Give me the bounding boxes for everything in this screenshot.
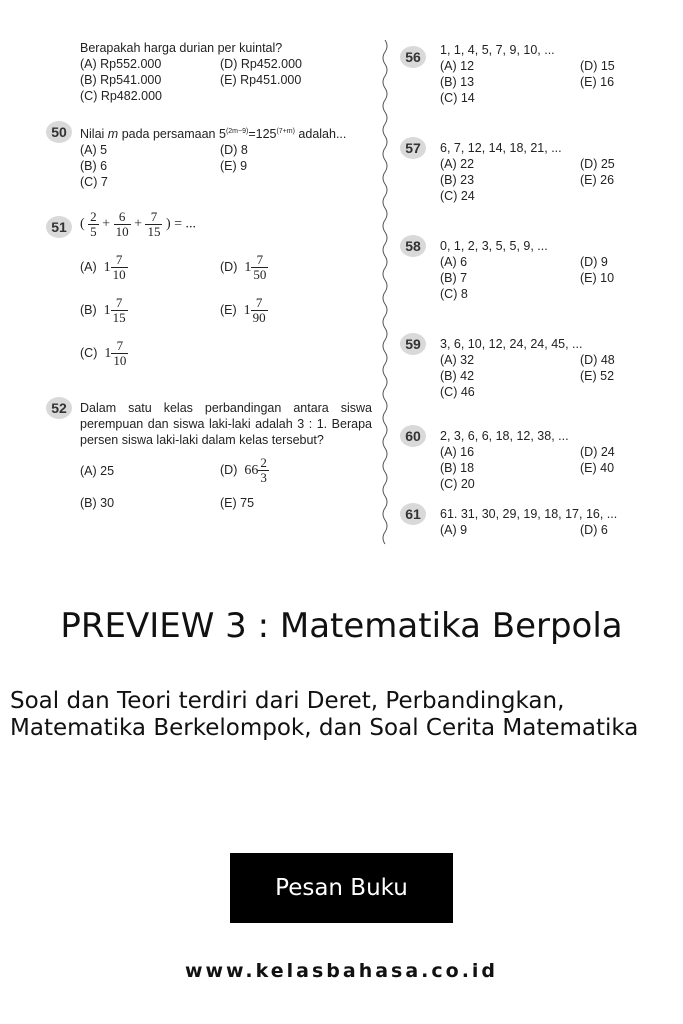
option-e: (E) 75 <box>220 496 255 510</box>
question-stem: Nilai m pada persamaan $5^{(2m-9)}=125^{(7+m)}$ adalah... <box>80 127 347 142</box>
option-d: (D) 6 <box>580 523 608 537</box>
preview-title: PREVIEW 3 : Matematika Berpola <box>60 606 623 646</box>
option-d: (D) 8 <box>220 143 248 158</box>
option-b: (B) 13 <box>440 75 475 89</box>
option-d: (D) 15 <box>580 59 615 73</box>
question-60 <box>400 428 630 506</box>
option-c: (C) 20 <box>440 477 475 491</box>
option-a: (A) 12 <box>440 59 475 73</box>
option-a: (A) 25 <box>80 463 115 478</box>
question-61 <box>400 506 630 546</box>
wavy-divider <box>380 40 390 550</box>
question-56 <box>400 42 630 140</box>
option-a: (A) 1 $\frac{7}{10}$ <box>80 252 126 282</box>
website-url[interactable]: www.kelasbahasa.co.id <box>184 960 499 982</box>
option-c: (C) Rp482.000 <box>80 89 162 103</box>
option-e: (E) 1 $\frac{7}{90}$ <box>220 295 266 325</box>
question-number: 58 <box>400 235 426 257</box>
option-e: (E) 16 <box>580 75 615 89</box>
option-a: (A) 5 <box>80 143 108 158</box>
option-a: (A) 22 <box>440 157 475 171</box>
option-d: (D) 1 $\frac{7}{50}$ <box>220 252 267 282</box>
option-e: (E) Rp451.000 <box>220 73 302 87</box>
option-c: (C) 14 <box>440 91 475 105</box>
sequence: 1, 1, 4, 5, 7, 9, 10, ... <box>440 43 555 57</box>
option-c: (C) 1 $\frac{7}{10}$ <box>80 338 127 368</box>
question-number: 60 <box>400 425 426 447</box>
option-e: (E) 26 <box>580 173 615 187</box>
question-51 <box>46 210 366 400</box>
question-number: 56 <box>400 46 426 68</box>
option-a: (A) 16 <box>440 445 475 459</box>
question-number: 57 <box>400 137 426 159</box>
sequence: 61. 31, 30, 29, 19, 18, 17, 16, ... <box>440 507 618 521</box>
right-column <box>400 42 630 546</box>
question-57 <box>400 140 630 238</box>
left-column <box>46 40 372 540</box>
option-c: (C) 8 <box>440 287 468 301</box>
question-number: 51 <box>46 216 72 238</box>
option-b: (B) 23 <box>440 173 475 187</box>
sequence: 0, 1, 2, 3, 5, 5, 9, ... <box>440 239 548 253</box>
question-stem: Dalam satu kelas perbandingan antara siswa perempuan dan siswa laki-laki adalah 3 : 1. Berapa persen siswa laki-laki dalam kelas tersebut? <box>80 401 372 447</box>
preview-description: Soal dan Teori terdiri dari Deret, Perbandingkan, Matematika Berkelompok, dan Soal Cerita Matematika <box>10 688 639 741</box>
option-b: (B) 42 <box>440 369 475 383</box>
question-stem: Berapakah harga durian per kuintal? <box>80 41 283 55</box>
option-c: (C) 46 <box>440 385 475 399</box>
option-d: (D) Rp452.000 <box>220 57 302 71</box>
option-a: (A) 9 <box>440 523 468 537</box>
question-49 <box>46 40 366 114</box>
option-a: (A) 32 <box>440 353 475 367</box>
sequence: 6, 7, 12, 14, 18, 21, ... <box>440 141 562 155</box>
question-number: 61 <box>400 503 426 525</box>
option-b: (B) 6 <box>80 159 108 174</box>
option-b: (B) 1 $\frac{7}{15}$ <box>80 295 126 325</box>
option-e: (E) 9 <box>220 159 248 174</box>
option-d: (D) 66 $\frac{2}{3}$ <box>220 455 267 485</box>
question-number: 52 <box>46 397 72 419</box>
option-b: (B) 7 <box>440 271 468 285</box>
question-50 <box>46 124 366 210</box>
order-book-button[interactable]: Pesan Buku <box>230 853 453 923</box>
question-number: 50 <box>46 121 72 143</box>
option-b: (B) Rp541.000 <box>80 73 162 87</box>
option-b: (B) 30 <box>80 496 115 510</box>
option-a: (A) Rp552.000 <box>80 57 162 71</box>
sequence: 3, 6, 10, 12, 24, 24, 45, ... <box>440 337 583 351</box>
option-c: (C) 24 <box>440 189 475 203</box>
question-52 <box>46 400 372 540</box>
question-58 <box>400 238 630 336</box>
question-59 <box>400 336 630 428</box>
option-e: (E) 10 <box>580 271 615 285</box>
question-expression: ( $\frac{2}{5}$ + $\frac{6}{10}$ + $\frac{7}{15}$ ) = ... <box>80 209 197 239</box>
option-a: (A) 6 <box>440 255 468 269</box>
option-d: (D) 25 <box>580 157 615 171</box>
option-b: (B) 18 <box>440 461 475 475</box>
option-c: (C) 7 <box>80 175 108 190</box>
sequence: 2, 3, 6, 6, 18, 12, 38, ... <box>440 429 569 443</box>
option-d: (D) 9 <box>580 255 608 269</box>
option-d: (D) 24 <box>580 445 615 459</box>
option-d: (D) 48 <box>580 353 615 367</box>
option-e: (E) 40 <box>580 461 615 475</box>
option-e: (E) 52 <box>580 369 615 383</box>
question-number: 59 <box>400 333 426 355</box>
